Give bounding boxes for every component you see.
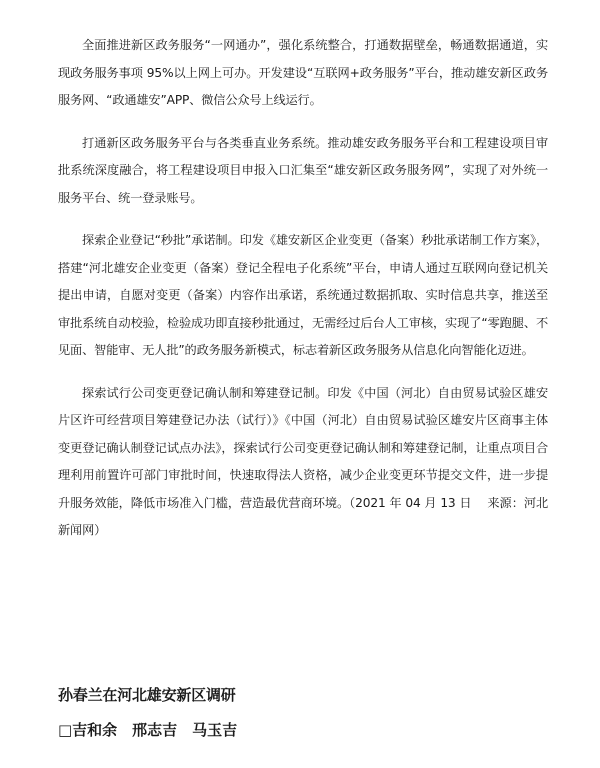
next-article-title: 孙春兰在河北雄安新区调研 (58, 686, 236, 704)
article-body (58, 32, 548, 545)
paragraph-instant-approval: 探索企业登记“秒批”承诺制。印发《雄安新区企业变更（备案）秒批承诺制工作方案》，搭建“河北雄安企业变更（备案）登记全程电子化系统”平台，申请人通过互联网向登记机关提出申请，自愿对变更（备案）内容作出承诺，系统通过数据抓取、实时信息共享，推送至审批系统自动校验，检验成功即直接秒批通过，无需经过后台人工审核，实现了“零跑腿、不见面、智能审、无人批”的政务服务新模式，标志着新区政务服务从信息化向智能化迈进。 (58, 233, 548, 357)
paragraph-platform-integration: 打通新区政务服务平台与各类垂直业务系统。推动雄安政务服务平台和工程建设项目审批系统深度融合，将工程建设项目申报入口汇集至“雄安新区政务服务网”，实现了对外统一服务平台、统一登录账号。 (58, 135, 548, 205)
next-article-byline: □吉和余 邢志吉 马玉吉 (58, 721, 238, 739)
paragraph-one-network: 全面推进新区政务服务“一网通办”，强化系统整合，打通数据壁垒，畅通数据通道，实现政务服务事项 95%以上网上可办。开发建设“互联网+政务服务”平台，推动雄安新区政务服务网、“政通雄安”APP、微信公众号上线运行。 (58, 38, 548, 107)
paragraph-registration-confirmation: 探索试行公司变更登记确认制和筹建登记制。印发《中国（河北）自由贸易试验区雄安片区许可经营项目筹建登记办法（试行）》《中国（河北）自由贸易试验区雄安片区商事主体变更登记确认制登记试点办法》，探索试行公司变更登记确认制和筹建登记制，让重点项目合理利用前置许可部门审批时间，快速取得法人资格，减少企业变更环节提交文件，进一步提升服务效能，降低市场准入门槛，营造最优营商环境。（2021 年 04 月 13 日 来源：河北新闻网） (58, 385, 548, 537)
